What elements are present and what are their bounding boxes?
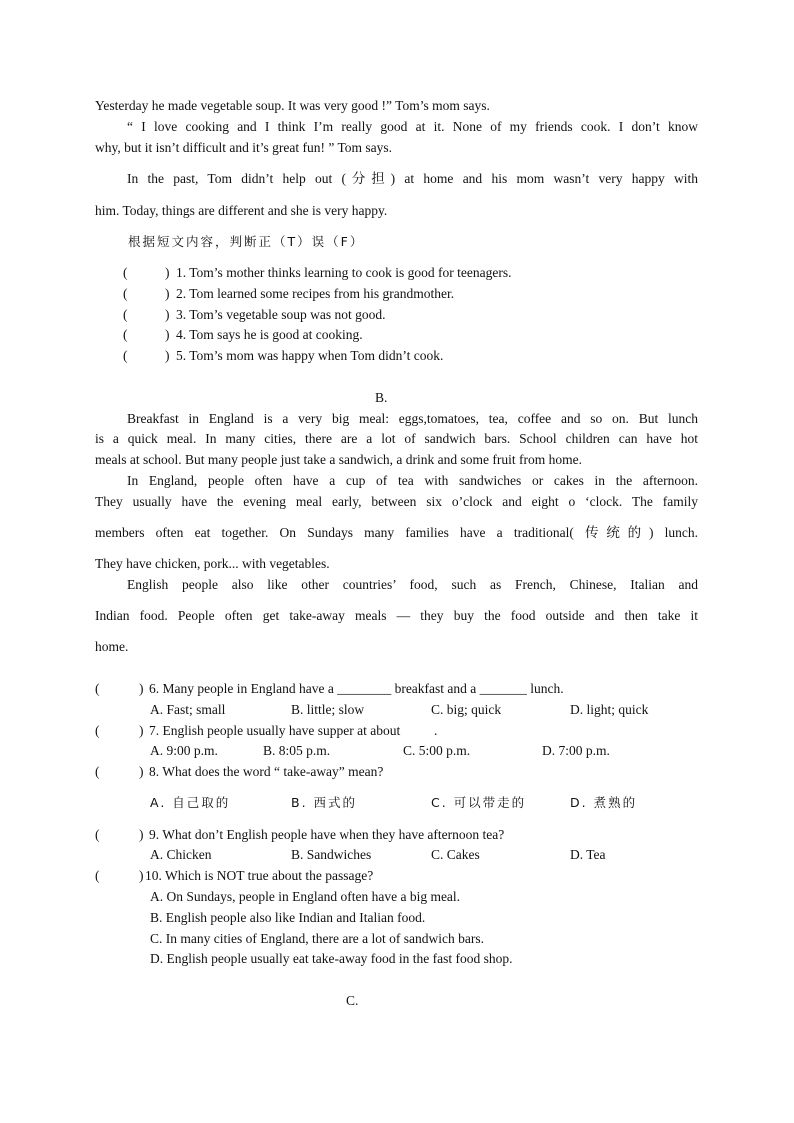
answer-close-paren: ) xyxy=(139,764,144,779)
mc-option: B. 西式的 xyxy=(291,795,358,810)
passage-a-line: “ I love cooking and I think I’m really good at it. None of my friends cook. I don’t know xyxy=(127,119,698,134)
mc-option: D. Tea xyxy=(570,847,606,862)
mc-option: B. Sandwiches xyxy=(291,847,372,862)
answer-open-paren: ( xyxy=(95,723,100,738)
answer-close-paren: ) xyxy=(139,827,144,842)
mc-option: C. big; quick xyxy=(431,702,502,717)
mc-option: D. 煮熟的 xyxy=(570,795,638,810)
tf-item-text: 4. Tom says he is good at cooking. xyxy=(176,327,363,342)
mc-option: B. English people also like Indian and Italian food. xyxy=(150,910,426,925)
passage-a-line: In the past, Tom didn’t help out (分担) at home and his mom wasn’t very happy with xyxy=(127,171,698,186)
passage-b-line: They have chicken, pork... with vegetables. xyxy=(95,556,330,571)
mc-option: D. 7:00 p.m. xyxy=(542,743,610,758)
answer-close-paren: ) xyxy=(165,286,170,301)
mc-option: C. 可以带走的 xyxy=(431,795,527,810)
passage-a-line: why, but it isn’t difficult and it’s great fun! ” Tom says. xyxy=(95,140,393,155)
mc-option: D. English people usually eat take-away food in the fast food shop. xyxy=(150,951,513,966)
passage-b-line: Breakfast in England is a very big meal: eggs,tomatoes, tea, coffee and so on. But lunch xyxy=(127,411,698,426)
mc-option: A. On Sundays, people in England often have a big meal. xyxy=(150,889,461,904)
mc-option: C. 5:00 p.m. xyxy=(403,743,471,758)
passage-a-line: Yesterday he made vegetable soup. It was very good !” Tom’s mom says. xyxy=(95,98,490,113)
answer-open-paren: ( xyxy=(123,307,128,322)
answer-close-paren: ) xyxy=(139,681,144,696)
passage-b-line: members often eat together. On Sundays many families have a traditional( 传统的) lunch. xyxy=(95,525,698,540)
answer-close-paren: ) xyxy=(139,723,144,738)
tf-item-text: 2. Tom learned some recipes from his grandmother. xyxy=(176,286,455,301)
answer-close-paren: ) xyxy=(165,265,170,280)
mc-question: 6. Many people in England have a ________ breakfast and a _______ lunch. xyxy=(149,681,564,696)
answer-open-paren: ( xyxy=(123,265,128,280)
answer-open-paren: ( xyxy=(123,348,128,363)
passage-b-line: They usually have the evening meal early, between six o’clock and eight o ‘clock. The family xyxy=(95,494,698,509)
mc-option: C. Cakes xyxy=(431,847,480,862)
mc-option: B. 8:05 p.m. xyxy=(263,743,331,758)
tf-item-text: 5. Tom’s mom was happy when Tom didn’t cook. xyxy=(176,348,444,363)
answer-open-paren: ( xyxy=(95,868,100,883)
mc-question: 9. What don’t English people have when they have afternoon tea? xyxy=(149,827,505,842)
passage-a-line: him. Today, things are different and she is very happy. xyxy=(95,203,388,218)
passage-b-line: In England, people often have a cup of tea with sandwiches or cakes in the afternoon. xyxy=(127,473,698,488)
mc-question: 10. Which is NOT true about the passage? xyxy=(145,868,374,883)
mc-option: A. 自己取的 xyxy=(150,795,231,810)
answer-close-paren: ) xyxy=(165,348,170,363)
answer-open-paren: ( xyxy=(95,681,100,696)
answer-close-paren: ) xyxy=(165,307,170,322)
answer-open-paren: ( xyxy=(95,764,100,779)
answer-open-paren: ( xyxy=(123,286,128,301)
mc-question: 7. English people usually have supper at about . xyxy=(149,723,438,738)
answer-open-paren: ( xyxy=(95,827,100,842)
mc-option: A. 9:00 p.m. xyxy=(150,743,218,758)
mc-option: A. Chicken xyxy=(150,847,212,862)
tf-item-text: 1. Tom’s mother thinks learning to cook is good for teenagers. xyxy=(176,265,512,280)
passage-b-line: is a quick meal. In many cities, there are a lot of sandwich bars. School children can have hot xyxy=(95,431,698,446)
mc-question: 8. What does the word “ take-away” mean? xyxy=(149,764,384,779)
passage-b-line: English people also like other countries’ food, such as French, Chinese, Italian and xyxy=(127,577,698,592)
tf-item-text: 3. Tom’s vegetable soup was not good. xyxy=(176,307,386,322)
answer-close-paren: ) xyxy=(139,868,144,883)
passage-b-line: meals at school. But many people just take a sandwich, a drink and some fruit from home. xyxy=(95,452,583,467)
section-b-label: B. xyxy=(375,390,388,405)
answer-close-paren: ) xyxy=(165,327,170,342)
passage-b-line: home. xyxy=(95,639,129,654)
answer-open-paren: ( xyxy=(123,327,128,342)
section-c-label: C. xyxy=(346,993,359,1008)
mc-option: D. light; quick xyxy=(570,702,649,717)
passage-b-line: Indian food. People often get take-away meals — they buy the food outside and then take it xyxy=(95,608,698,623)
mc-option: B. little; slow xyxy=(291,702,365,717)
mc-option: C. In many cities of England, there are a lot of sandwich bars. xyxy=(150,931,485,946)
tf-instruction: 根据短文内容，判断正（T）误（F） xyxy=(128,234,365,249)
mc-option: A. Fast; small xyxy=(150,702,226,717)
